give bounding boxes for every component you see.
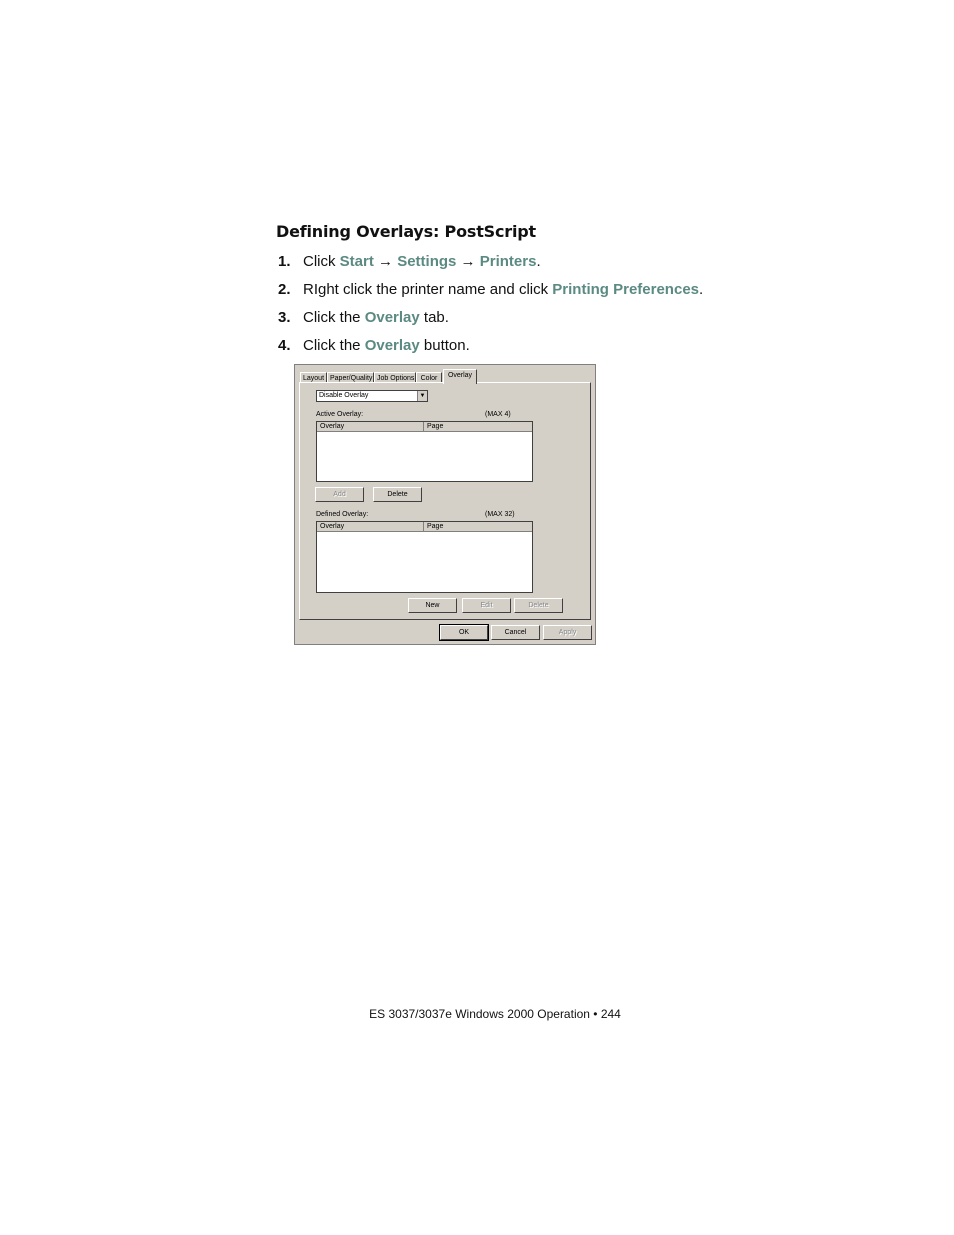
step-number: 2. <box>278 281 291 298</box>
step-text: Click the <box>303 337 365 354</box>
overlay-button-ref: Overlay <box>364 337 420 354</box>
delete-active-button[interactable]: Delete <box>373 487 422 502</box>
cancel-button[interactable]: Cancel <box>491 625 540 640</box>
step-period: . <box>536 253 541 270</box>
start-link: Start <box>339 253 374 270</box>
column-page[interactable]: Page <box>427 423 444 430</box>
apply-button[interactable]: Apply <box>543 625 592 640</box>
page-footer: ES 3037/3037e Windows 2000 Operation • 244 <box>369 1007 621 1021</box>
edit-button[interactable]: Edit <box>462 598 511 613</box>
active-overlay-label: Active Overlay: <box>316 411 364 418</box>
active-overlay-max: (MAX 4) <box>485 411 511 418</box>
step-text-end: button. <box>419 337 470 354</box>
step-3 <box>278 307 703 335</box>
arrow-separator: → <box>373 253 398 270</box>
step-text-end: tab. <box>419 309 449 326</box>
column-overlay[interactable]: Overlay <box>317 522 424 532</box>
step-text: RIght click the printer name and click <box>303 281 553 298</box>
printers-link: Printers <box>479 253 537 270</box>
instruction-steps <box>278 251 703 363</box>
step-text: Click the <box>303 309 365 326</box>
ok-button[interactable]: OK <box>440 625 488 640</box>
step-number: 1. <box>278 253 291 270</box>
step-number: 4. <box>278 337 291 354</box>
defined-overlay-list[interactable] <box>316 521 533 593</box>
printing-preferences-dialog <box>294 364 596 645</box>
add-button[interactable]: Add <box>315 487 364 502</box>
overlay-tab-ref: Overlay <box>364 309 420 326</box>
active-overlay-list[interactable] <box>316 421 533 482</box>
overlay-mode-value: Disable Overlay <box>319 392 369 399</box>
defined-overlay-label: Defined Overlay: <box>316 511 369 518</box>
defined-overlay-max: (MAX 32) <box>485 511 515 518</box>
settings-link: Settings <box>397 253 457 270</box>
delete-defined-button[interactable]: Delete <box>514 598 563 613</box>
list-header <box>317 522 532 532</box>
step-text: Click <box>303 253 340 270</box>
step-period: . <box>699 281 704 298</box>
dropdown-arrow-icon[interactable]: ▼ <box>417 391 427 401</box>
column-page[interactable]: Page <box>427 523 444 530</box>
step-4 <box>278 335 703 363</box>
tab-job-options[interactable]: Job Options <box>374 372 416 383</box>
list-header <box>317 422 532 432</box>
tab-layout[interactable]: Layout <box>300 372 327 383</box>
tab-paper-quality[interactable]: Paper/Quality <box>327 372 374 383</box>
new-button[interactable]: New <box>408 598 457 613</box>
overlay-mode-select[interactable] <box>316 390 428 402</box>
column-overlay[interactable]: Overlay <box>317 422 424 432</box>
step-number: 3. <box>278 309 291 326</box>
step-2 <box>278 279 703 307</box>
tab-color[interactable]: Color <box>416 372 442 383</box>
step-1 <box>278 251 703 279</box>
printing-preferences-link: Printing Preferences <box>552 281 699 298</box>
section-heading: Defining Overlays: PostScript <box>276 222 536 241</box>
tab-overlay[interactable]: Overlay <box>443 369 477 384</box>
arrow-separator: → <box>456 253 480 270</box>
